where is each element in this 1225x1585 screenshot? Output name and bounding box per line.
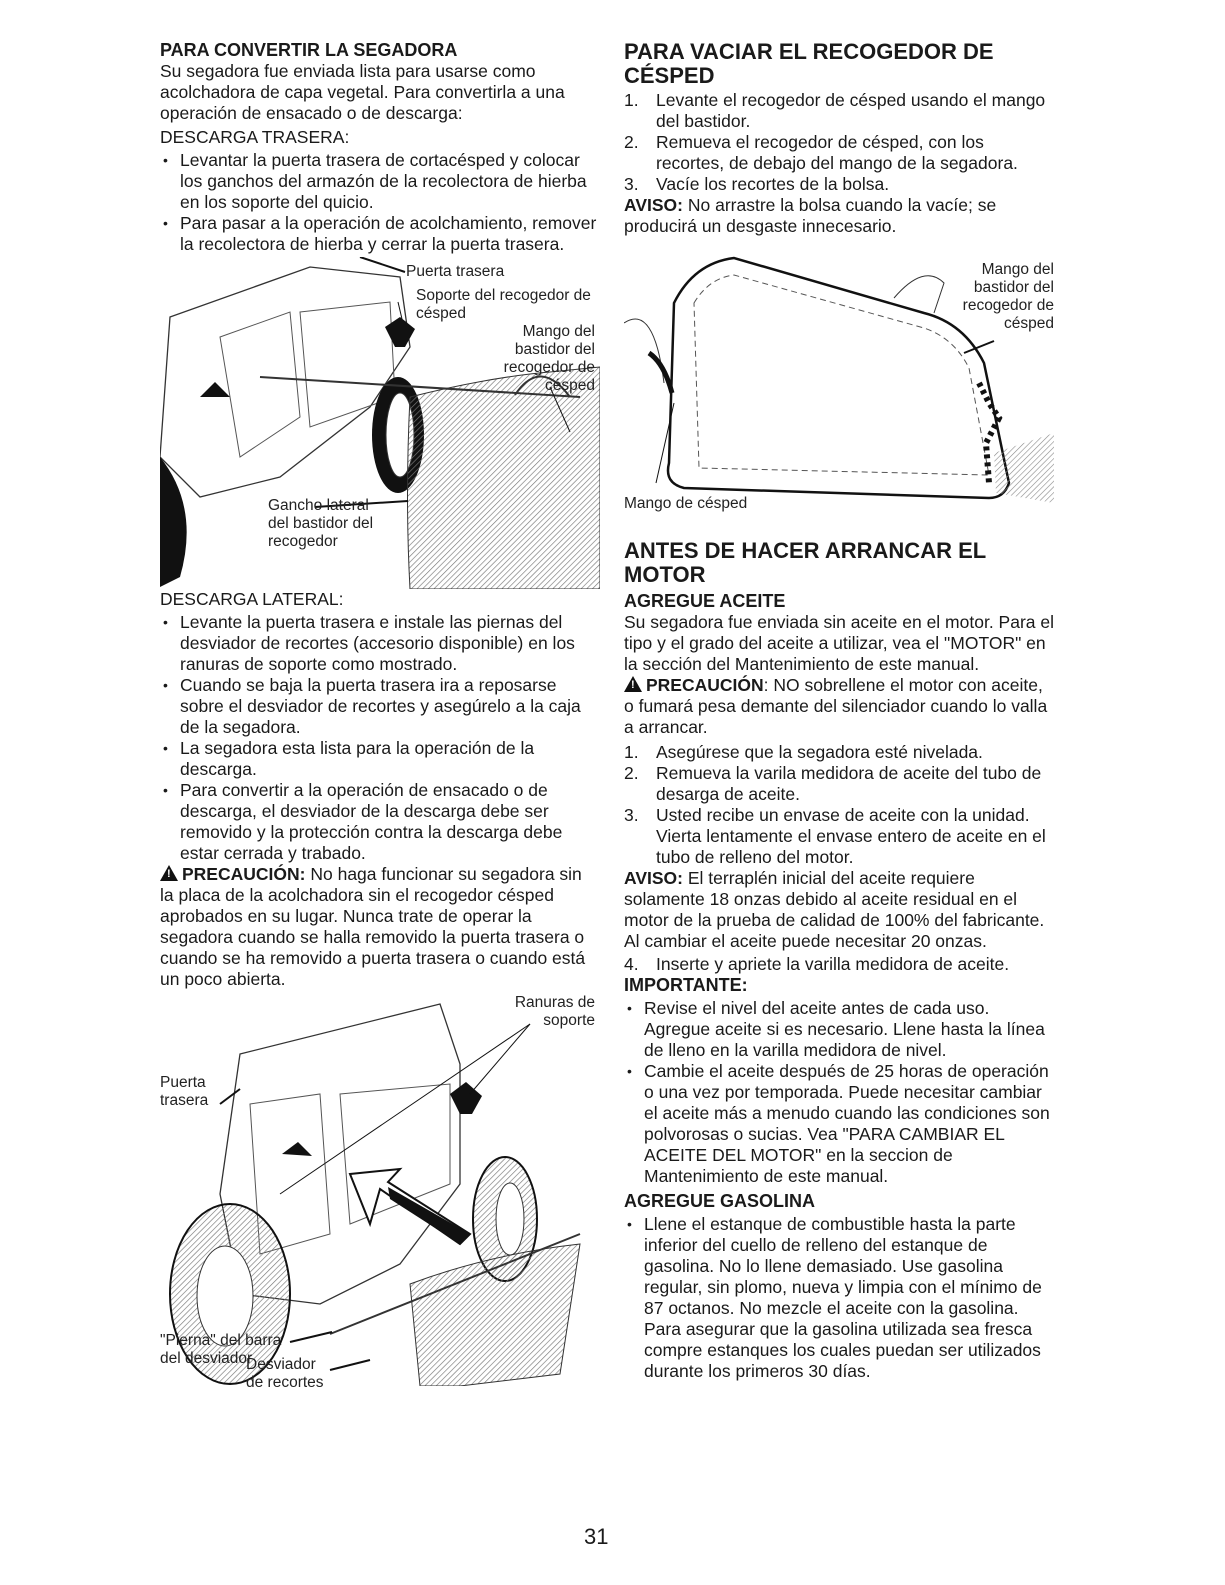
empty-notice: [624, 195, 1054, 237]
list-item: 2. Remueva el recogedor de césped, con los recortes, de debajo del mango de la segadora.: [624, 132, 1018, 173]
list-item: • Para pasar a la operación de acolchamiento, remover la recolectora de hierba y cerrar la puerta trasera.: [160, 213, 600, 255]
list-item: • Cambie el aceite después de 25 horas de operación o una vez por temporada. Puede necesitar cambiar el aceite más a menudo cuando las condiciones son polvorosas o sucias. Vea "PARA CAMBIAR EL ACEITE DEL MOTOR" en la seccion de Mantenimiento de este manual.: [624, 1061, 1054, 1187]
list-item: • Para convertir a la operación de ensacado o de descarga, el desviador de la descarga debe ser removido y la protección contra la descarga debe estar cerrada y trabado.: [160, 780, 600, 864]
caution-label: PRECAUCIÓN:: [182, 864, 306, 884]
label-catcher-support: Soporte del recogedor de césped: [416, 287, 591, 322]
caution-text: : NO sobrellene el motor con aceite, o fumará pesa demante del silenciador cuando lo valla a arrancar.: [624, 675, 1048, 737]
rear-discharge-list: [160, 150, 600, 255]
empty-catcher-steps: [624, 90, 1054, 195]
before-start-title: ANTES DE HACER ARRANCAR EL MOTOR: [624, 538, 986, 587]
label-grass-handle: Mango de césped: [624, 495, 748, 512]
add-oil-title: AGREGUE ACEITE: [624, 591, 786, 611]
add-fuel-title: AGREGUE GASOLINA: [624, 1191, 816, 1211]
list-item: • Cuando se baja la puerta trasera ira a reposarse sobre el desviador de recortes y asegúrelo a la caja de la segadora.: [160, 675, 600, 738]
label-deflector-leg: "Pierna" del barra del desviador: [160, 1332, 282, 1367]
list-item: • La segadora esta lista para la operación de la descarga.: [160, 738, 600, 780]
list-item: 1. Levante el recogedor de césped usando el mango del bastidor.: [624, 90, 1046, 131]
list-item: • Levante la puerta trasera e instale las piernas del desviador de recortes (accesorio disponible) en los ranuras de soporte como mostrado.: [160, 612, 600, 675]
oil-step-4: [624, 954, 1054, 975]
caution-paragraph: [160, 864, 600, 990]
oil-steps: [624, 742, 1054, 868]
empty-catcher-title: PARA VACIAR EL RECOGEDOR DE CÉSPED: [624, 39, 994, 88]
side-discharge-title: DESCARGA LATERAL:: [160, 589, 344, 609]
oil-notice: [624, 868, 1054, 952]
fuel-list: [624, 1214, 1054, 1382]
label-catcher-handle: Mango del bastidor del recogedor de césped: [503, 323, 595, 394]
convert-title: PARA CONVERTIR LA SEGADORA: [160, 40, 458, 60]
label-rear-door: Puerta trasera: [160, 1074, 209, 1109]
label-deflector: Desviador de recortes: [246, 1356, 324, 1391]
right-column: [624, 40, 1054, 1382]
label-frame-handle: Mango del bastidor del recogedor de césped: [962, 261, 1054, 332]
notice-text: No arrastre la bolsa cuando la vacíe; se producirá un desgaste innecesario.: [624, 195, 997, 236]
list-item: • Revise el nivel del aceite antes de cada uso. Agregue aceite si es necesario. Llene hasta la línea de lleno en la varilla medidora de nivel.: [624, 998, 1054, 1061]
label-support-slots: Ranuras de soporte: [514, 994, 595, 1029]
list-item: • Llene el estanque de combustible hasta la parte inferior del cuello de relleno del estanque de gasolina. No lo llene demasiado. Use gasolina regular, sin plomo, nueva y limpia con el mínimo de 87 octanos. No mezcle el aceite con la gasolina. Para asegurar que la gasolina utilizada sea fresca compre estanques los cuales puedan ser utilizados durante los primeros 30 días.: [624, 1214, 1054, 1382]
notice-text: El terraplén inicial del aceite requiere solamente 18 onzas debido al aceite residual en el motor de la prueba de calidad de 100% del fabricante. Al cambiar el aceite puede necesitar 20 onzas.: [624, 868, 1045, 951]
oil-caution: [624, 675, 1054, 738]
important-title: IMPORTANTE:: [624, 975, 748, 995]
mower-deflector-illustration: [160, 994, 600, 1386]
rear-discharge-title: DESCARGA TRASERA:: [160, 127, 350, 147]
figure-empty-catcher: [624, 243, 1054, 519]
page-number: 31: [584, 1524, 609, 1549]
list-item: 3. Usted recibe un envase de aceite con la unidad. Vierta lentamente el envase entero de aceite en el tubo de relleno del motor.: [624, 805, 1046, 867]
label-side-hook: Gancho lateral del bastidor del recogedor: [268, 497, 374, 550]
list-item: 4. Inserte y apriete la varilla medidora de aceite.: [624, 954, 1010, 974]
notice-label: AVISO:: [624, 868, 683, 888]
list-item: 1. Asegúrese que la segadora esté nivelada.: [624, 742, 983, 762]
caution-text: No haga funcionar su segadora sin la placa de la acolchadora sin el recogedor césped aprobados en su lugar. Nunca trate de operar la segadora cuando se halla removido la puerta trasera o cuando se ha removido a puerta trasera o cuando está un poco abierta.: [160, 864, 586, 989]
side-discharge-list: [160, 612, 600, 864]
list-item: 2. Remueva la varila medidora de aceite del tubo de desarga de aceite.: [624, 763, 1042, 804]
warning-triangle-icon: [624, 676, 642, 692]
oil-intro: Su segadora fue enviada sin aceite en el motor. Para el tipo y el grado del aceite a utilizar, vea el "MOTOR" en la sección del Mantenimiento de este manual.: [624, 612, 1054, 674]
important-list: [624, 998, 1054, 1187]
caution-label: PRECAUCIÓN: [646, 675, 764, 695]
label-rear-door: Puerta trasera: [406, 263, 505, 280]
list-item: 3. Vacíe los recortes de la bolsa.: [624, 174, 890, 194]
convert-intro: Su segadora fue enviada lista para usarse como acolchadora de capa vegetal. Para convertirla a una operación de ensacado o de descarga:: [160, 61, 565, 123]
list-item: • Levantar la puerta trasera de cortacésped y colocar los ganchos del armazón de la recolectora de hierba en los soporte del quicio.: [160, 150, 600, 213]
warning-triangle-icon: [160, 865, 178, 881]
figure-grass-catcher-install: [160, 257, 600, 589]
notice-label: AVISO:: [624, 195, 683, 215]
figure-deflector-install: [160, 994, 600, 1391]
left-column: [160, 40, 600, 1391]
